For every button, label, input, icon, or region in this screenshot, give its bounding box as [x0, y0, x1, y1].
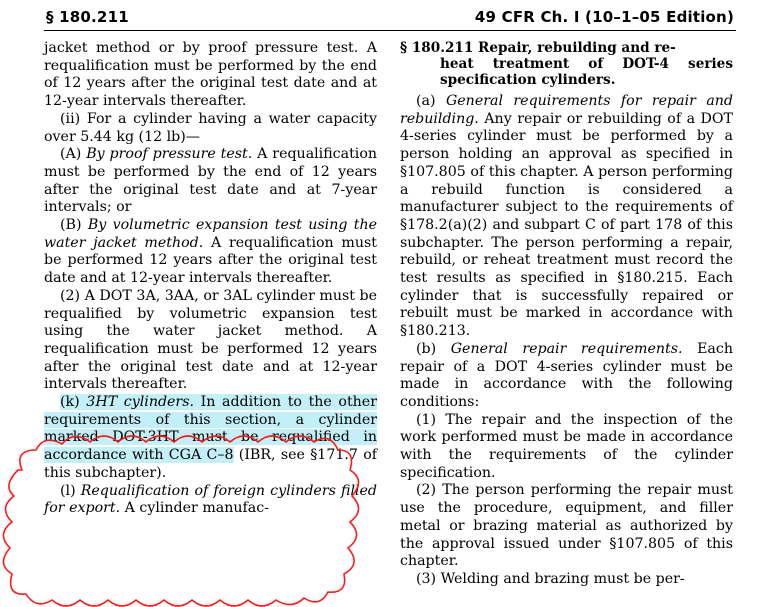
paragraph-A: (A) By proof pressure test. A requalification must be performed by the end of 12 years after the original test date and at 7-year intervals; or: [44, 146, 378, 216]
paragraph-B: (B) By volumetric expansion test using the water jacket method. A requalification must be performed 12 years after the original test date and at 12-year intervals thereafter.: [44, 217, 377, 287]
highlight-span: (k) 3HT cylinders. In addition to the other requirements of this section, a cylinder marked DOT-3HT must be requalified in accordance with CGA C–8: [44, 394, 377, 464]
paragraph-b3: (3) Welding and brazing must be per-: [416, 570, 685, 587]
paragraph-b1: (1) The repair and the inspection of the work performed must be made in accordance with the requirements of the cylinder specification.: [400, 411, 733, 481]
section-heading: § 180.211 Repair, rebuilding and re- heat treatment of DOT-4 series specification cylinders.: [400, 40, 733, 88]
left-column: [44, 40, 377, 518]
paragraph-2: (2) A DOT 3A, 3AA, or 3AL cylinder must be requalified by volumetric expansion test using the water jacket method. A requalification must be performed 12 years after the original test date and at 12-year intervals thereafter.: [44, 287, 377, 393]
paragraph-b: (b) General repair requirements. Each repair of a DOT 4-series cylinder must be made in accordance with the following conditions:: [400, 340, 733, 410]
paragraph-continuation: jacket method or by proof pressure test. A requalification must be performed by the end of 12 years after the original test date and at 12-year intervals thereafter.: [44, 40, 377, 110]
paragraph-l: (l) Requalification of foreign cylinders filled for export. A cylinder manufac-: [44, 482, 377, 517]
paragraph-k-highlighted: (k) 3HT cylinders. In addition to the other requirements of this section, a cylinder marked DOT-3HT must be requalified in accordance with CGA C–8 (IBR, see §171.7 of this subchapter).: [44, 394, 377, 481]
running-header-section: § 180.211: [46, 8, 129, 26]
right-column: [400, 40, 733, 589]
header-rule: [44, 30, 736, 31]
paragraph-b2: (2) The person performing the repair must use the procedure, equipment, and filler metal or brazing material as authorized by the approval issued under §107.805 of this chapter.: [400, 482, 733, 570]
paragraph-a: (a) General requirements for repair and rebuilding. Any repair or rebuilding of a DOT 4-series cylinder must be performed by a person holding an approval as specified in §107.805 of this chapter. A person performing a rebuild function is considered a manufacturer subject to the requirements of §178.2(a)(2) and subpart C of part 178 of this subchapter. The person performing a repair, rebuild, or reheat treatment must record the test results as specified in §180.215. Each cylinder that is successfully repaired or rebuilt must be marked in accordance with §180.213.: [400, 93, 734, 340]
running-header-title: 49 CFR Ch. I (10–1–05 Edition): [474, 8, 734, 26]
paragraph-ii: (ii) For a cylinder having a water capacity over 5.44 kg (12 lb)—: [44, 110, 377, 145]
